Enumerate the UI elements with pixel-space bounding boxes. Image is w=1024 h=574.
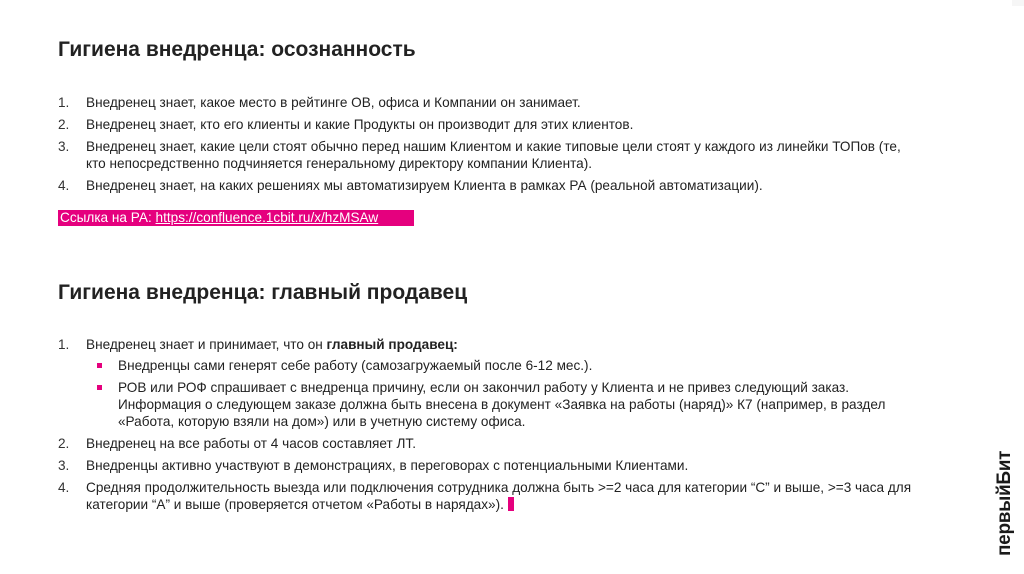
- text-cursor-icon: [508, 497, 514, 511]
- item-number: 3.: [58, 139, 70, 154]
- list-item: [58, 479, 918, 513]
- square-bullet-icon: [97, 385, 102, 390]
- item-text: Внедренец знает, кто его клиенты и какие Продукты он производит для этих клиентов.: [86, 117, 634, 132]
- item-text: Внедренец на все работы от 4 часов составляет ЛТ.: [86, 436, 417, 451]
- section2-list: [58, 336, 918, 513]
- list-item: [58, 116, 918, 133]
- sub-list: [86, 357, 918, 430]
- section1-title: Гигиена внедренца: осознанность: [58, 38, 416, 61]
- sub-item-text: Внедренцы сами генерят себе работу (самозагружаемый после 6-12 мес.).: [118, 358, 593, 373]
- sub-item-text: РОВ или РОФ спрашивает с внедренца причину, если он закончил работу у Клиента и не привез следующий заказ. Информация о следующем заказе должна быть внесена в документ «Заявка на работы (наряд)» К7 (например, в раздел «Работа, которую взяли на дом») или в учетную систему офиса.: [118, 380, 886, 429]
- item-text: Внедренец знает, какое место в рейтинге ОВ, офиса и Компании он занимает.: [86, 95, 581, 110]
- item-number: 4.: [58, 178, 70, 193]
- list-item: [58, 435, 918, 452]
- item-text-bold: главный продавец:: [326, 337, 458, 352]
- sub-list-item: [86, 379, 918, 430]
- section1-list: [58, 94, 918, 194]
- item-text: Внедренец знает, на каких решениях мы автоматизируем Клиента в рамках РА (реальной автоматизации).: [86, 178, 763, 193]
- list-item: [58, 177, 918, 194]
- item-number: 3.: [58, 458, 70, 473]
- list-item: [58, 336, 918, 430]
- ra-link[interactable]: https://confluence.1cbit.ru/x/hzMSAw: [155, 210, 379, 225]
- ra-link-line: [58, 210, 414, 226]
- sub-list-item: [86, 357, 918, 374]
- item-text: Внедренцы активно участвуют в демонстрациях, в переговорах с потенциальными Клиентами.: [86, 458, 689, 473]
- ra-link-label: Ссылка на РА:: [60, 210, 156, 225]
- square-bullet-icon: [97, 363, 102, 368]
- item-number: 1.: [58, 337, 70, 352]
- item-number: 1.: [58, 95, 70, 110]
- corner-decoration: [1012, 0, 1024, 6]
- list-item: [58, 457, 918, 474]
- list-item: [58, 138, 918, 172]
- item-number: 2.: [58, 117, 70, 132]
- item-number: 2.: [58, 436, 70, 451]
- item-number: 4.: [58, 480, 70, 495]
- item-text: Средняя продолжительность выезда или подключения сотрудника должна быть >=2 часа для категории “C” и выше, >=3 часа для категории “A” и выше (проверяется отчетом «Работы в нарядах»).: [86, 480, 912, 512]
- item-text: Внедренец знает и принимает, что он: [86, 337, 327, 352]
- list-item: [58, 94, 918, 111]
- section2-title: Гигиена внедренца: главный продавец: [58, 281, 468, 304]
- item-text: Внедренец знает, какие цели стоят обычно перед нашим Клиентом и какие типовые цели стоят у каждого из линейки ТОПов (те, кто непосредственно подчиняется генеральному директору компании Клиента).: [86, 139, 901, 171]
- brand-logo: первыйБит: [994, 450, 1015, 556]
